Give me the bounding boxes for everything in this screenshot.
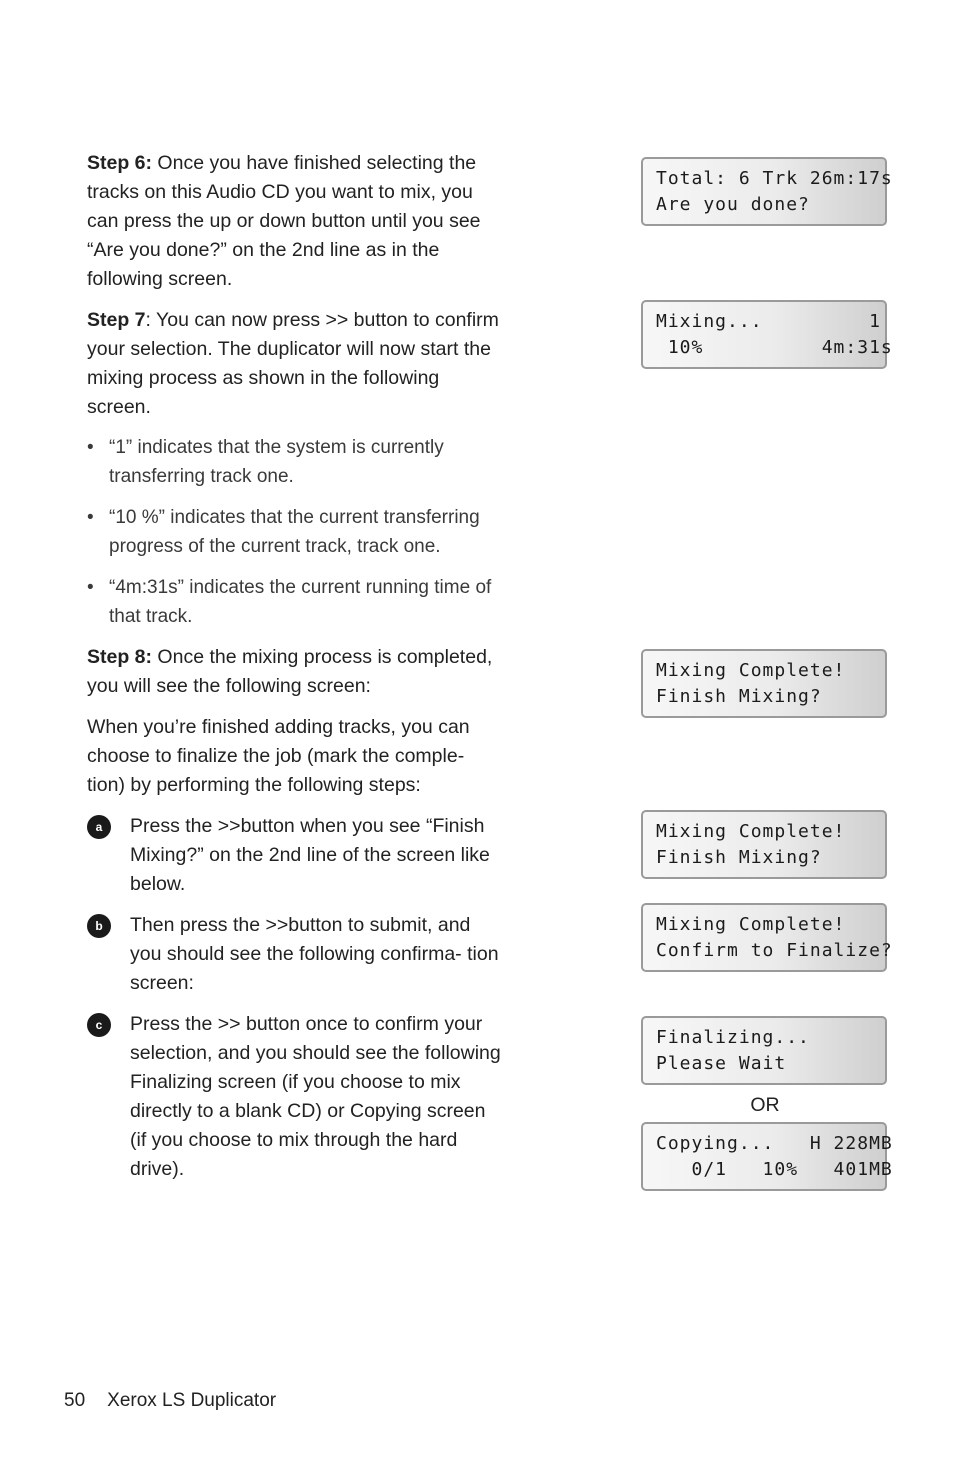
sub-step-b [87, 911, 507, 998]
lcd-screen-mixing-complete [641, 649, 887, 718]
bullet-dot: • [87, 577, 94, 598]
lcd-line-2: Confirm to Finalize? [656, 940, 893, 961]
finalize-intro: When you’re finished adding tracks, you can choose to finalize the job (mark the comple- tion) by performing the following steps: [87, 716, 470, 796]
step-6-label: Step 6: [87, 152, 153, 174]
page-footer [64, 1388, 276, 1414]
step-7-text: : You can now press >> button to confirm your selection. The duplicator will now start the mixing process as shown in the following screen. [87, 309, 499, 418]
lcd-line-2: Finish Mixing? [656, 847, 822, 868]
bullet-item [87, 503, 507, 561]
lcd-line-1: Copying... H 228MB [656, 1133, 893, 1154]
lcd-line-2: Finish Mixing? [656, 686, 822, 707]
lcd-line-1: Mixing Complete! [656, 660, 846, 681]
lcd-screen-total [641, 157, 893, 226]
lcd-line-1: Mixing... 1 [656, 311, 881, 332]
step-6-paragraph [87, 149, 507, 294]
step-8-paragraph [87, 643, 507, 701]
lcd-line-1: Finalizing... [656, 1027, 810, 1048]
bullet-dot: • [87, 507, 94, 528]
sub-step-text: Then press the >>button to submit, and you should see the following confirma- tion screen: [130, 914, 499, 994]
sub-step-text: Press the >> button once to confirm your selection, and you should see the following Finalizing screen (if you choose to mix directly to a blank CD) or Copying screen (if you choose to mix through the hard drive). [130, 1013, 501, 1180]
bullet-item [87, 573, 507, 631]
bullet-text: “1” indicates that the system is currently transferring track one. [109, 437, 444, 487]
lcd-line-2: 10% 4m:31s [656, 337, 893, 358]
footer-title: Xerox LS Duplicator [107, 1390, 277, 1411]
lcd-line-2: 0/1 10% 401MB [656, 1159, 893, 1180]
lcd-screen-confirm-finalize [641, 903, 893, 972]
bullet-text: “4m:31s” indicates the current running time of that track. [109, 577, 492, 627]
bullet-item [87, 433, 507, 491]
step-7-paragraph [87, 306, 507, 422]
step-marker-icon: b [87, 914, 111, 938]
step-marker-icon: a [87, 815, 111, 839]
step-7-label: Step 7 [87, 309, 146, 331]
page-number: 50 [64, 1390, 86, 1411]
lcd-line-1: Mixing Complete! [656, 821, 846, 842]
sub-step-a [87, 812, 507, 899]
lcd-screen-finalizing [641, 1016, 887, 1085]
lcd-line-1: Total: 6 Trk 26m:17s [656, 168, 893, 189]
lcd-line-2: Are you done? [656, 194, 810, 215]
or-label: OR [750, 1094, 780, 1116]
lcd-line-1: Mixing Complete! [656, 914, 846, 935]
step-marker-icon: c [87, 1013, 111, 1037]
sub-step-c [87, 1010, 507, 1184]
step-6-text: Once you have finished selecting the tracks on this Audio CD you want to mix, you can press the up or down button until you see “Are you done?” on the 2nd line as in the following screen. [87, 152, 481, 290]
lcd-screen-finish-mixing [641, 810, 887, 879]
lcd-line-2: Please Wait [656, 1053, 787, 1074]
step-8-label: Step 8: [87, 646, 153, 668]
sub-step-text: Press the >>button when you see “Finish Mixing?” on the 2nd line of the screen like below. [130, 815, 490, 895]
lcd-screen-mixing [641, 300, 893, 369]
lcd-screen-copying [641, 1122, 893, 1191]
bullet-dot: • [87, 437, 94, 458]
bullet-text: “10 %” indicates that the current transferring progress of the current track, track one. [109, 507, 480, 557]
step-8-text: Once the mixing process is completed, you will see the following screen: [87, 646, 493, 697]
